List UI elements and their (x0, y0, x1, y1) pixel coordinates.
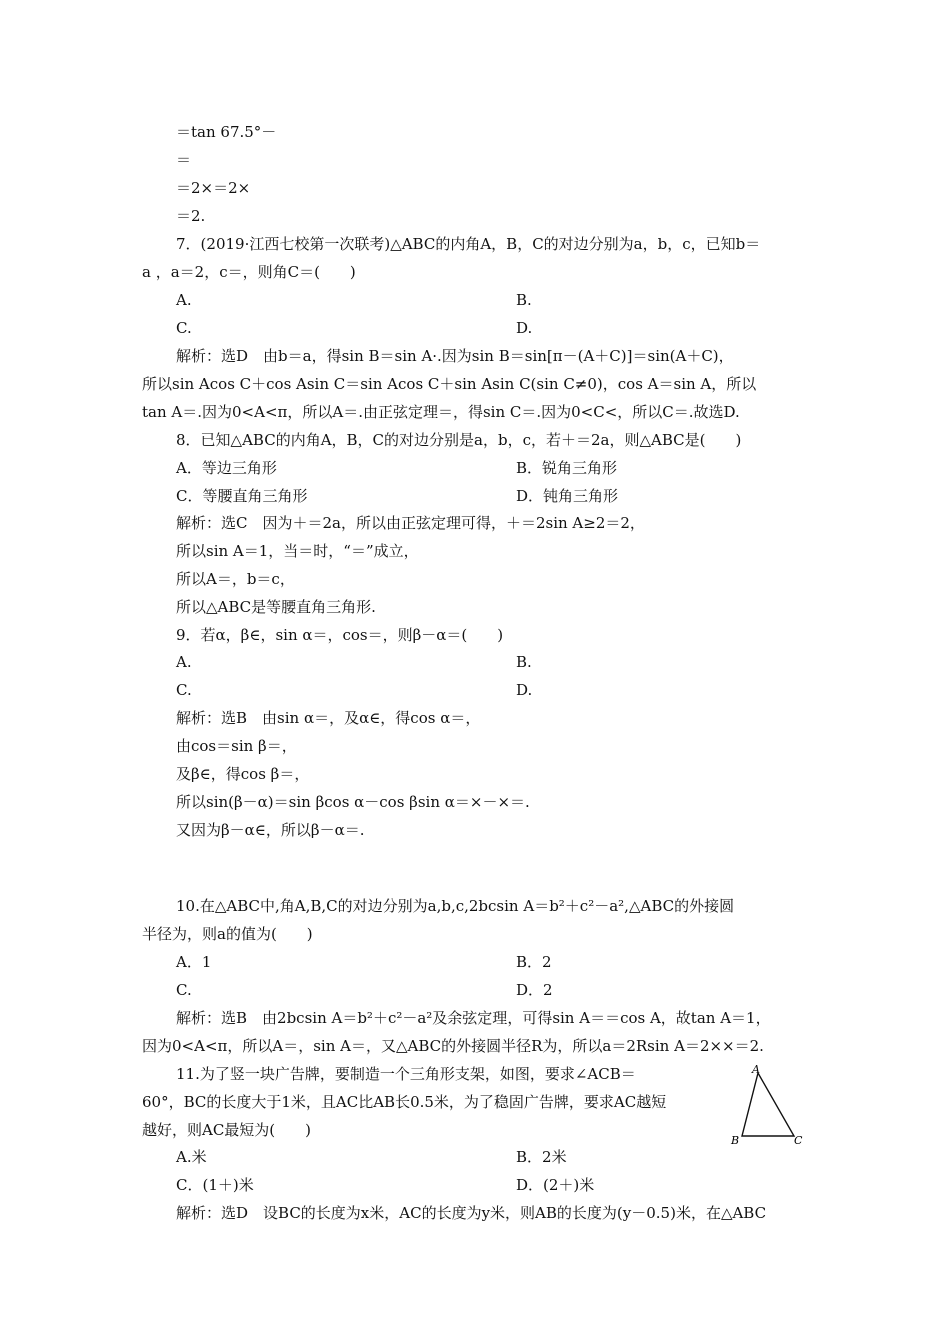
option-d: D．(2＋)米 (516, 1176, 595, 1194)
option-d: D. (516, 319, 533, 337)
text-line: 60°，BC的长度大于1米，且AC比AB长0.5米，为了稳固广告牌，要求AC越短 (142, 1093, 667, 1111)
option-b: B．2 (516, 953, 552, 971)
option-a: A. (176, 291, 192, 309)
triangle-diagram (728, 1063, 810, 1149)
option-a: A. (176, 653, 192, 671)
solution-text: 解析：选D 设BC的长度为x米，AC的长度为y米，则AB的长度为(y－0.5)米，在△ABC (176, 1204, 767, 1222)
option-b: B．锐角三角形 (516, 459, 618, 477)
option-d: D. (516, 681, 533, 699)
option-c: C. (176, 319, 192, 337)
solution-text: 解析：选D 由b＝a，得sin B＝sin A·.因为sin B＝sin[π－(A＋C)]＝sin(A＋C)， (176, 347, 734, 365)
option-b: B. (516, 291, 532, 309)
option-d: D．钝角三角形 (516, 487, 619, 505)
option-b: B．2米 (516, 1148, 567, 1166)
triangle-shape (742, 1073, 794, 1136)
solution-text: 又因为β－α∈，所以β－α＝. (176, 821, 365, 839)
solution-text: 解析：选B 由2bcsin A＝b²＋c²－a²及余弦定理，可得sin A＝＝cos A，故tan A＝1， (176, 1009, 771, 1027)
solution-text: tan A＝.因为0<A<π，所以A＝.由正弦定理＝，得sin C＝.因为0<C<，所以C＝.故选D. (142, 403, 740, 421)
question-11-stem: 11.为了竖一块广告牌，要制造一个三角形支架，如图，要求∠ACB＝ (176, 1065, 636, 1083)
text-line: ＝tan 67.5°－ (176, 123, 277, 141)
vertex-label-a: A (752, 1063, 760, 1076)
solution-text: 所以sin Acos C＋cos Asin C＝sin Acos C＋sin Asin C(sin C≠0)，cos A＝sin A，所以 (142, 375, 757, 393)
option-a: A．等边三角形 (176, 459, 277, 477)
text-line: 越好，则AC最短为( ) (142, 1121, 312, 1139)
text-line: ＝ (176, 151, 192, 169)
question-9-stem: 9．若α，β∈，sin α＝，cos＝，则β－α＝( ) (176, 626, 504, 644)
vertex-label-c: C (794, 1134, 803, 1147)
solution-text: 及β∈，得cos β＝， (176, 765, 310, 783)
solution-text: 解析：选C 因为＋＝2a，所以由正弦定理可得，＋＝2sin A≥2＝2， (176, 514, 645, 532)
question-8-stem: 8．已知△ABC的内角A，B，C的对边分别是a，b，c，若＋＝2a，则△ABC是( ) (176, 431, 742, 449)
option-c: C. (176, 981, 192, 999)
solution-text: 因为0<A<π，所以A＝，sin A＝，又△ABC的外接圆半径R为，所以a＝2Rsin A＝2××＝2. (142, 1037, 764, 1055)
vertex-label-b: B (731, 1134, 740, 1147)
option-c: C．(1＋)米 (176, 1176, 254, 1194)
solution-text: 由cos＝sin β＝， (176, 737, 297, 755)
text-line: a ，a＝2，c＝，则角C＝( ) (142, 263, 356, 281)
option-a: A.米 (176, 1148, 207, 1166)
solution-text: 所以△ABC是等腰直角三角形. (176, 598, 376, 616)
text-line: ＝2. (176, 207, 206, 225)
text-line: 半径为，则a的值为( ) (142, 925, 313, 943)
solution-text: 所以A＝，b＝c， (176, 570, 295, 588)
solution-text: 所以sin(β－α)＝sin βcos α－cos βsin α＝×－×＝. (176, 793, 530, 811)
option-c: C. (176, 681, 192, 699)
option-d: D．2 (516, 981, 553, 999)
text-line: ＝2×＝2× (176, 179, 251, 197)
option-b: B. (516, 653, 532, 671)
question-10-stem: 10.在△ABC中,角A,B,C的对边分别为a,b,c,2bcsin A＝b²＋c²－a²,△ABC的外接圆 (176, 897, 735, 915)
solution-text: 所以sin A＝1，当＝时，“＝”成立， (176, 542, 419, 560)
solution-text: 解析：选B 由sin α＝，及α∈，得cos α＝， (176, 709, 481, 727)
question-7-stem: 7．(2019·江西七校第一次联考)△ABC的内角A，B，C的对边分别为a，b，c，已知b＝ (176, 235, 761, 253)
option-a: A．1 (176, 953, 212, 971)
option-c: C．等腰直角三角形 (176, 487, 308, 505)
